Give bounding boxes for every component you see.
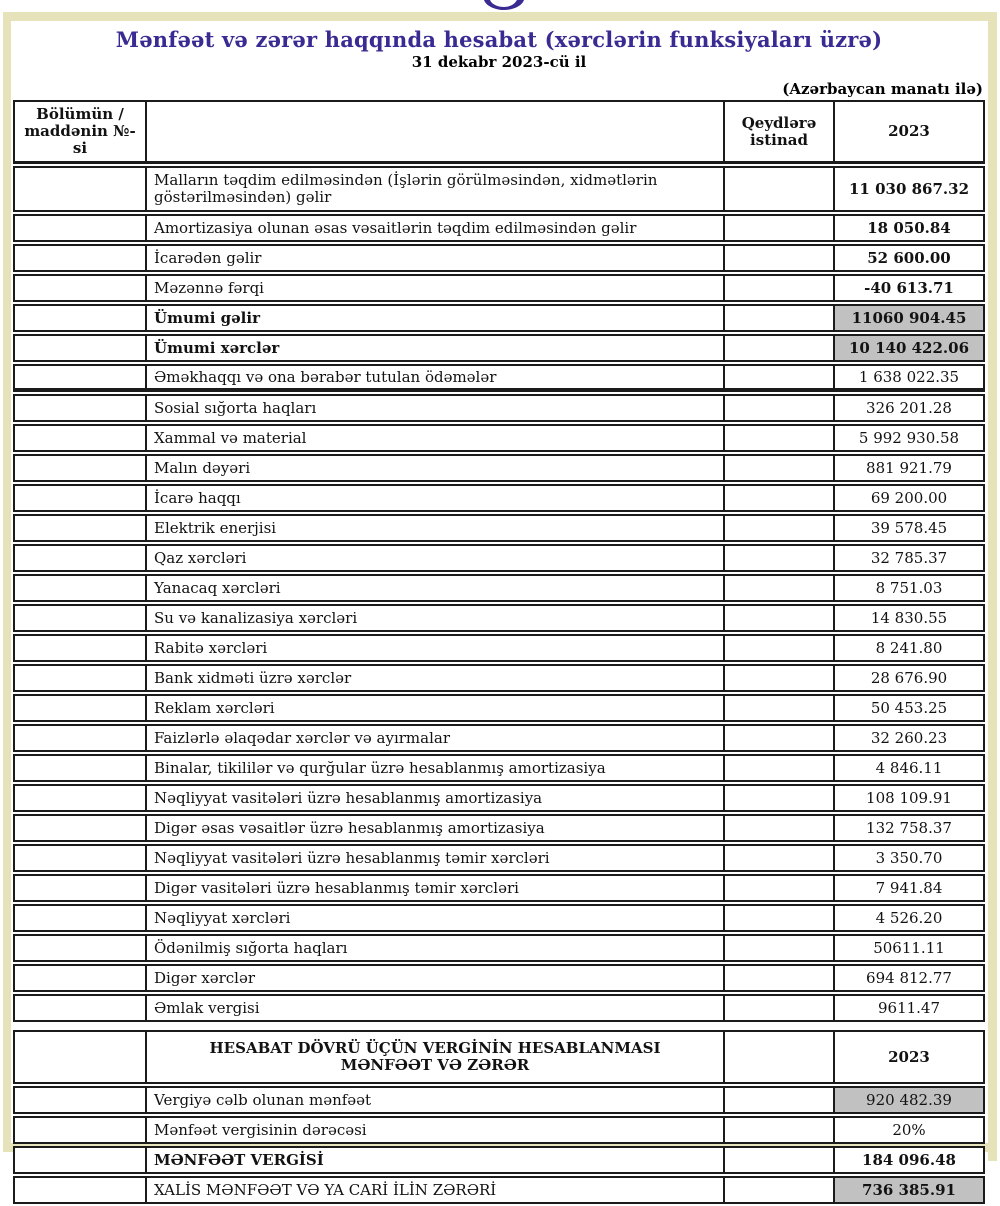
table-row <box>13 724 985 752</box>
row-label: Faizlərlə əlaqədar xərclər və ayırmalar <box>145 726 723 750</box>
report-date: 31 dekabr 2023-cü il <box>411 53 587 72</box>
row-label: Ödənilmiş sığorta haqları <box>145 936 723 960</box>
row-value: 5 992 930.58 <box>833 426 983 450</box>
row-value: -40 613.71 <box>833 276 983 300</box>
row-label: Nəqliyyat vasitələri üzrə hesablanmış amortizasiya <box>145 786 723 810</box>
section-number-cell <box>15 756 145 780</box>
profit-loss-table <box>13 100 985 1022</box>
section-number-cell <box>15 966 145 990</box>
header-tax-title <box>145 1032 723 1082</box>
header-year: 2023 <box>833 1032 983 1082</box>
notes-ref-cell <box>723 846 833 870</box>
table-row <box>13 544 985 572</box>
section-number-cell <box>15 276 145 300</box>
header-section-number: Bölümün / maddənin №-si <box>24 105 136 157</box>
table-row <box>13 1176 985 1204</box>
table-header-row <box>13 100 985 164</box>
table-row <box>13 814 985 842</box>
notes-ref-cell <box>723 906 833 930</box>
section-number-cell <box>15 246 145 270</box>
notes-ref-cell <box>723 426 833 450</box>
row-value: 7 941.84 <box>833 876 983 900</box>
notes-ref-cell <box>723 636 833 660</box>
row-label: Amortizasiya olunan əsas vəsaitlərin təqdim edilməsindən gəlir <box>145 216 723 240</box>
table-row <box>13 244 985 272</box>
section-number-cell <box>15 576 145 600</box>
header-section-number <box>15 1032 145 1082</box>
table-row <box>13 964 985 992</box>
table-header-row <box>13 1030 985 1084</box>
table-row <box>13 994 985 1022</box>
section-number-cell <box>15 846 145 870</box>
table-row <box>13 574 985 602</box>
table-row <box>13 214 985 242</box>
notes-ref-cell <box>723 216 833 240</box>
currency-note: (Azərbaycan manatı ilə) <box>782 80 983 99</box>
row-value: 52 600.00 <box>833 246 983 270</box>
row-label: Reklam xərcləri <box>145 696 723 720</box>
table-row <box>13 304 985 332</box>
section-number-cell <box>15 306 145 330</box>
row-label: Yanacaq xərcləri <box>145 576 723 600</box>
table-row <box>13 394 985 422</box>
row-label: Xammal və material <box>145 426 723 450</box>
section-number-cell <box>15 216 145 240</box>
notes-ref-cell <box>723 336 833 360</box>
row-value: 108 109.91 <box>833 786 983 810</box>
section-number-cell <box>15 666 145 690</box>
row-value: 14 830.55 <box>833 606 983 630</box>
section-number-cell <box>15 1178 145 1202</box>
row-value: 132 758.37 <box>833 816 983 840</box>
section-number-cell <box>15 336 145 360</box>
notes-ref-cell <box>723 606 833 630</box>
table-row <box>13 166 985 212</box>
table-row <box>13 274 985 302</box>
report-title: Mənfəət və zərər haqqında hesabat (xərclərin funksiyaları üzrə) <box>115 27 883 52</box>
row-value: 28 676.90 <box>833 666 983 690</box>
row-label: Digər xərclər <box>145 966 723 990</box>
table-row <box>13 364 985 392</box>
row-label: Mənfəət vergisinin dərəcəsi <box>145 1118 723 1142</box>
row-value: 694 812.77 <box>833 966 983 990</box>
row-value: 8 751.03 <box>833 576 983 600</box>
section-number-cell <box>15 1118 145 1142</box>
row-label: İcarədən gəlir <box>145 246 723 270</box>
page-frame-left <box>3 12 11 1152</box>
row-value: 1 638 022.35 <box>833 366 983 388</box>
section-number-cell <box>15 168 145 210</box>
row-value: 3 350.70 <box>833 846 983 870</box>
row-value: 20% <box>833 1118 983 1142</box>
row-value: 11 030 867.32 <box>833 168 983 210</box>
section-number-cell <box>15 936 145 960</box>
notes-ref-cell <box>723 306 833 330</box>
table-row <box>13 934 985 962</box>
row-label: Əmlak vergisi <box>145 996 723 1020</box>
section-number-cell <box>15 696 145 720</box>
row-label: Digər əsas vəsaitlər üzrə hesablanmış amortizasiya <box>145 816 723 840</box>
row-label: Məzənnə fərqi <box>145 276 723 300</box>
page-frame-right <box>988 12 997 1161</box>
row-label: MƏNFƏƏT VERGİSİ <box>145 1148 723 1172</box>
table-row <box>13 1146 985 1174</box>
notes-ref-cell <box>723 1088 833 1112</box>
row-value: 920 482.39 <box>833 1088 983 1112</box>
notes-ref-cell <box>723 366 833 388</box>
section-number-cell <box>15 816 145 840</box>
notes-ref-cell <box>723 726 833 750</box>
notes-ref-cell <box>723 966 833 990</box>
header-description <box>145 102 723 161</box>
section-number-cell <box>15 456 145 480</box>
row-label: Ümumi gəlir <box>145 306 723 330</box>
row-value: 9611.47 <box>833 996 983 1020</box>
row-value: 50611.11 <box>833 936 983 960</box>
table-row <box>13 1086 985 1114</box>
row-label: Sosial sığorta haqları <box>145 396 723 420</box>
notes-ref-cell <box>723 396 833 420</box>
row-value: 8 241.80 <box>833 636 983 660</box>
notes-ref-cell <box>723 246 833 270</box>
row-value: 69 200.00 <box>833 486 983 510</box>
section-number-cell <box>15 486 145 510</box>
notes-ref-cell <box>723 756 833 780</box>
notes-ref-cell <box>723 786 833 810</box>
row-label: Əməkhaqqı və ona bərabər tutulan ödəmələr <box>145 366 723 388</box>
table-row <box>13 784 985 812</box>
table-row <box>13 904 985 932</box>
table-row <box>13 454 985 482</box>
row-label: Digər vasitələri üzrə hesablanmış təmir xərcləri <box>145 876 723 900</box>
row-label: Malın dəyəri <box>145 456 723 480</box>
notes-ref-cell <box>723 876 833 900</box>
notes-ref-cell <box>723 816 833 840</box>
notes-ref-cell <box>723 456 833 480</box>
row-label: Elektrik enerjisi <box>145 516 723 540</box>
tax-calculation-table <box>13 1030 985 1204</box>
row-label: Ümumi xərclər <box>145 336 723 360</box>
notes-ref-cell <box>723 996 833 1020</box>
row-label: Bank xidməti üzrə xərclər <box>145 666 723 690</box>
section-number-cell <box>15 636 145 660</box>
notes-ref-cell <box>723 576 833 600</box>
row-label: Nəqliyyat vasitələri üzrə hesablanmış təmir xərcləri <box>145 846 723 870</box>
row-label: İcarə haqqı <box>145 486 723 510</box>
row-value: 4 846.11 <box>833 756 983 780</box>
section-number-cell <box>15 906 145 930</box>
row-value: 10 140 422.06 <box>833 336 983 360</box>
notes-ref-cell <box>723 516 833 540</box>
row-label: Qaz xərcləri <box>145 546 723 570</box>
table-row <box>13 694 985 722</box>
table-row <box>13 514 985 542</box>
notes-ref-cell <box>723 696 833 720</box>
row-label: Rabitə xərcləri <box>145 636 723 660</box>
row-value: 881 921.79 <box>833 456 983 480</box>
section-number-cell <box>15 366 145 388</box>
row-value: 39 578.45 <box>833 516 983 540</box>
table-row <box>13 334 985 362</box>
section-number-cell <box>15 786 145 810</box>
section-number-cell <box>15 426 145 450</box>
notes-ref-cell <box>723 546 833 570</box>
notes-ref-cell <box>723 1118 833 1142</box>
section-number-cell <box>15 996 145 1020</box>
section-number-cell <box>15 726 145 750</box>
notes-ref-cell <box>723 168 833 210</box>
row-value: 32 785.37 <box>833 546 983 570</box>
section-number-cell <box>15 1088 145 1112</box>
table-row <box>13 604 985 632</box>
section-number-cell <box>15 606 145 630</box>
notes-ref-cell <box>723 486 833 510</box>
table-row <box>13 664 985 692</box>
section-number-cell <box>15 1148 145 1172</box>
table-row <box>13 484 985 512</box>
table-row <box>13 1116 985 1144</box>
row-label: Binalar, tikililər və qurğular üzrə hesablanmış amortizasiya <box>145 756 723 780</box>
row-value: 326 201.28 <box>833 396 983 420</box>
section-number-cell <box>15 876 145 900</box>
row-value: 18 050.84 <box>833 216 983 240</box>
table-row <box>13 754 985 782</box>
table-row <box>13 634 985 662</box>
row-label: Su və kanalizasiya xərcləri <box>145 606 723 630</box>
table-row <box>13 874 985 902</box>
row-value: 4 526.20 <box>833 906 983 930</box>
table-row <box>13 424 985 452</box>
notes-ref-cell <box>723 666 833 690</box>
table-row <box>13 844 985 872</box>
row-label: Nəqliyyat xərcləri <box>145 906 723 930</box>
tax-title-line1: HESABAT DÖVRÜ ÜÇÜN VERGİNİN HESABLANMASI <box>209 1039 661 1058</box>
row-label: Malların təqdim edilməsindən (İşlərin görülməsindən, xidmətlərin göstərilməsindən) gəlir <box>145 168 723 210</box>
notes-ref-cell <box>723 1178 833 1202</box>
notes-ref-cell <box>723 936 833 960</box>
row-value: 184 096.48 <box>833 1148 983 1172</box>
notes-ref-cell <box>723 1148 833 1172</box>
section-number-cell <box>15 396 145 420</box>
section-number-cell <box>15 546 145 570</box>
header-year: 2023 <box>833 102 983 161</box>
row-value: 32 260.23 <box>833 726 983 750</box>
tax-title-line2: MƏNFƏƏT VƏ ZƏRƏR <box>340 1056 530 1075</box>
page-frame-top <box>3 12 997 21</box>
section-number-cell <box>15 516 145 540</box>
header-notes-ref <box>723 1032 833 1082</box>
report-content <box>13 21 985 1206</box>
row-label: Vergiyə cəlb olunan mənfəət <box>145 1088 723 1112</box>
row-value: 11060 904.45 <box>833 306 983 330</box>
row-value: 50 453.25 <box>833 696 983 720</box>
scan-artifact-icon <box>481 0 527 11</box>
row-value: 736 385.91 <box>833 1178 983 1202</box>
notes-ref-cell <box>723 276 833 300</box>
row-label: XALİS MƏNFƏƏT VƏ YA CARİ İLİN ZƏRƏRİ <box>145 1178 723 1202</box>
header-notes-ref: Qeydlərə istinad <box>723 102 833 161</box>
